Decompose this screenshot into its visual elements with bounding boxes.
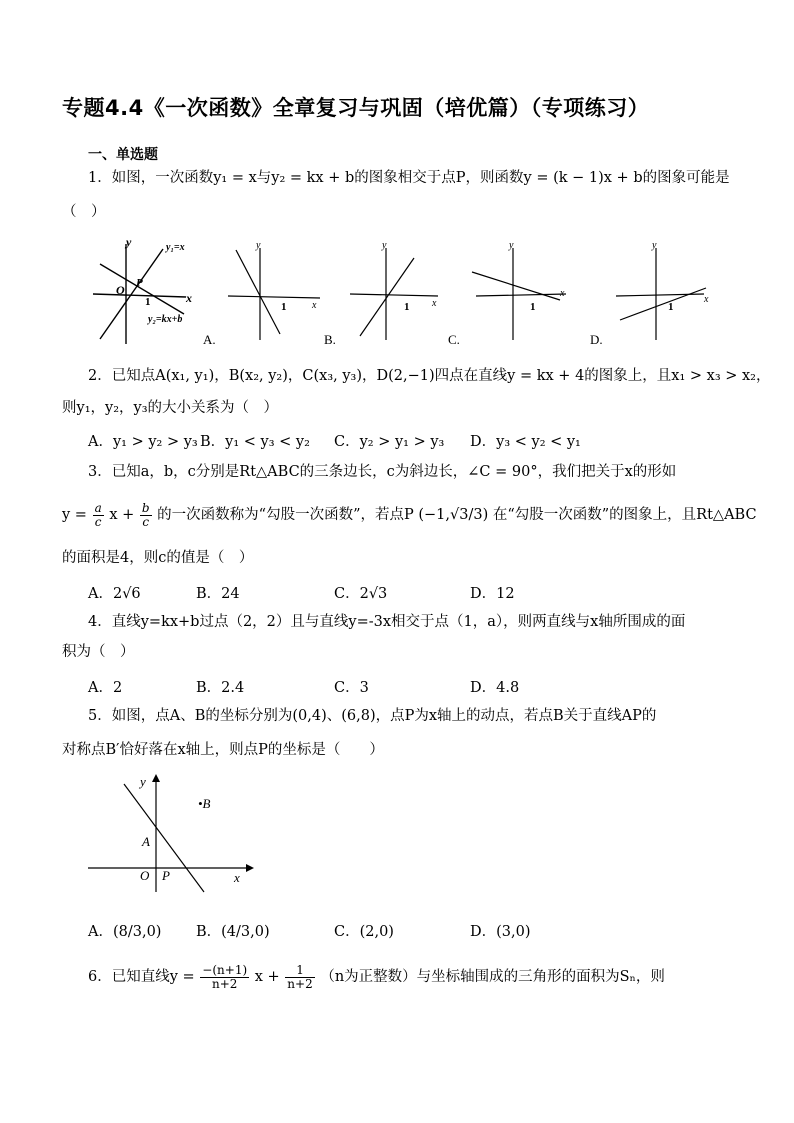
q5-option-b: B．(4/3,0): [196, 924, 270, 940]
q3-formula-line: [62, 500, 757, 530]
q1-bracket: （ ）: [62, 204, 106, 220]
q6-frac-2: $\frac{1}{n+2}$: [287, 962, 313, 991]
q1-y2-label: y₂=kx+b: [148, 314, 183, 325]
q3-option-c: C．2√3: [334, 586, 388, 602]
section-heading: 一、单选题: [88, 147, 158, 163]
q1-origin-label: O: [116, 283, 125, 297]
q3-option-b: B．24: [196, 586, 240, 602]
qc-y: y: [509, 240, 514, 251]
option-c-label: C.: [448, 332, 460, 347]
qd-y: y: [652, 240, 657, 251]
q3-mid: x +: [109, 507, 135, 523]
qb-x: x: [432, 298, 437, 309]
q1-option-b-graph: [324, 240, 438, 347]
q4-option-b: B．2.4: [196, 680, 245, 696]
q5-x-label: x: [234, 870, 240, 885]
qa-y: y: [256, 240, 261, 251]
q5-text: 5．如图，点A、B的坐标分别为(0,4)、(6,8)，点P为x轴上的动点，若点B关于直线AP的: [88, 708, 657, 724]
q1-p-label: P: [136, 277, 143, 289]
q5-b-label: •B: [198, 796, 211, 811]
q4-text-cont: 积为（ ）: [62, 644, 135, 660]
q5-option-a: A．(8/3,0): [88, 924, 162, 940]
q5-text-cont: 对称点B′恰好落在x轴上，则点P的坐标是（ ）: [62, 742, 384, 758]
q1-option-a-graph: [203, 240, 320, 347]
q3-end: 在“勾股一次函数”的图象上，且Rt△ABC: [492, 507, 757, 523]
qa-x: x: [312, 300, 317, 311]
q6-pre: 6．已知直线y =: [88, 969, 195, 985]
q1-option-c-graph: [448, 240, 566, 347]
q2-option-d: D．y₃ < y₂ < y₁: [470, 434, 581, 450]
qa-one: 1: [281, 301, 287, 313]
qd-one: 1: [668, 301, 674, 313]
q2-text-cont: 则y₁，y₂，y₃的大小关系为（ ）: [62, 400, 279, 416]
q2-option-b: B．y₁ < y₃ < y₂: [200, 434, 310, 450]
q1-main-graph: [93, 235, 192, 344]
q5-option-c: C．(2,0): [334, 924, 394, 940]
q1-option-d-graph: [590, 240, 709, 347]
qd-x: x: [704, 294, 709, 305]
q1-y1-label: y₁=x: [166, 242, 185, 253]
q3-text-cont: 的面积是4，则c的值是（ ）: [62, 550, 254, 566]
q3-y-eq: y =: [62, 507, 87, 523]
q6-text: [88, 962, 665, 992]
q5-a-label: A: [142, 834, 150, 849]
q2-text: 2．已知点A(x₁, y₁)，B(x₂, y₂)，C(x₃, y₃)，D(2,−1)四点在直线y = kx + 4的图象上，且x₁ > x₃ > x₂，: [88, 368, 771, 384]
q3-post: 的一次函数称为“勾股一次函数”，若点P: [157, 507, 414, 523]
q1-one-label: 1: [145, 296, 151, 308]
q3-text: 3．已知a，b，c分别是Rt△ABC的三条边长，c为斜边长，∠C = 90°，我们把关于x的形如: [88, 464, 677, 480]
option-a-label: A.: [203, 332, 216, 347]
q6-post: （n为正整数）与坐标轴围成的三角形的面积为Sₙ，则: [320, 969, 665, 985]
qc-x: x: [560, 288, 565, 299]
q3-frac-b: $\frac{b}{c}$: [141, 500, 150, 529]
q3-option-a: A．2√6: [88, 586, 141, 602]
q2-option-a: A．y₁ > y₂ > y₃: [88, 434, 198, 450]
q1-y-label: y: [126, 235, 132, 249]
q6-frac-1: $\frac{-(n+1)}{n+2}$: [202, 962, 248, 991]
option-b-label: B.: [324, 332, 336, 347]
qc-one: 1: [530, 301, 536, 313]
q1-text: 1．如图，一次函数y₁ = x与y₂ = kx + b的图象相交于点P，则函数y = (k − 1)x + b的图象可能是: [88, 170, 730, 186]
q6-mid: x +: [254, 969, 280, 985]
q3-point: (−1,√3/3): [418, 507, 489, 523]
q5-figure: [86, 770, 256, 896]
q3-option-d: D．12: [470, 586, 515, 602]
q4-option-a: A．2: [88, 680, 123, 696]
q4-option-d: D．4.8: [470, 680, 520, 696]
q4-text: 4．直线y=kx+b过点（2，2）且与直线y=-3x相交于点（1，a），则两直线与x轴所围成的面: [88, 614, 686, 630]
q5-y-label: y: [140, 774, 146, 789]
q5-origin-label: O: [140, 868, 150, 883]
q5-option-d: D．(3,0): [470, 924, 531, 940]
q5-p-label: P: [162, 868, 170, 883]
q1-figure-row: [88, 234, 728, 352]
page-title: 专题4.4《一次函数》全章复习与巩固（培优篇）（专项练习）: [62, 96, 650, 120]
option-d-label: D.: [590, 332, 603, 347]
qb-one: 1: [404, 301, 410, 313]
q2-option-c: C．y₂ > y₁ > y₃: [334, 434, 445, 450]
qb-y: y: [382, 240, 387, 251]
q1-x-label: x: [186, 291, 192, 305]
q3-frac-a: $\frac{a}{c}$: [94, 500, 102, 529]
q4-option-c: C．3: [334, 680, 369, 696]
